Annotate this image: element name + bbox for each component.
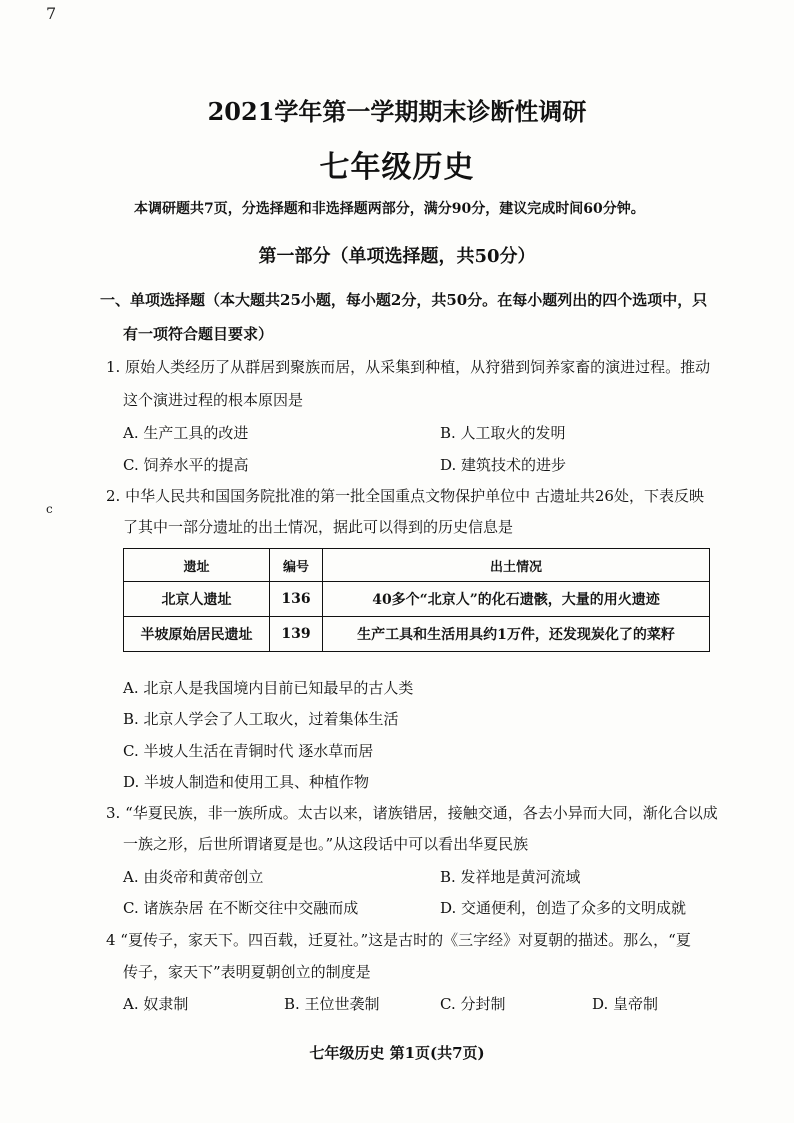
q3-stem-line2: 一族之形，后世所谓诸夏是也。”从这段话中可以看出华夏民族	[123, 835, 529, 853]
table-header-cell: 出土情况	[323, 549, 710, 582]
q4-option-c: C. 分封制	[440, 995, 506, 1013]
q2-option-c: C. 半坡人生活在青铜时代 逐水草而居	[123, 742, 374, 760]
q3-option-d: D. 交通便利，创造了众多的文明成就	[440, 899, 687, 917]
table-row	[124, 617, 710, 652]
q4-option-d: D. 皇帝制	[592, 995, 659, 1013]
table-cell: 半坡原始居民遗址	[124, 617, 270, 652]
q4-stem-line2: 传子，家天下”表明夏朝创立的制度是	[123, 963, 371, 981]
table-header-cell: 遗址	[124, 549, 270, 582]
q1-stem-line1: 1. 原始人类经历了从群居到聚族而居，从采集到种植，从狩猎到饲养家畜的演进过程。推动	[106, 358, 711, 376]
relic-table	[123, 548, 710, 652]
table-row	[124, 582, 710, 617]
section-heading-line1: 一、单项选择题（本大题共25小题，每小题2分，共50分。在每小题列出的四个选项中，只	[100, 291, 708, 309]
table-cell: 北京人遗址	[124, 582, 270, 617]
q2-option-a: A. 北京人是我国境内目前已知最早的古人类	[123, 679, 414, 697]
q1-option-b: B. 人工取火的发明	[440, 424, 566, 442]
q2-option-b: B. 北京人学会了人工取火，过着集体生活	[123, 710, 399, 728]
q2-stem-line1: 2. 中华人民共和国国务院批准的第一批全国重点文物保护单位中 古遗址共26处，下表反映	[106, 487, 704, 505]
q2-option-d: D. 半坡人制造和使用工具、种植作物	[123, 773, 370, 791]
q3-option-b: B. 发祥地是黄河流域	[440, 868, 581, 886]
exam-instructions: 本调研题共7页，分选择题和非选择题两部分，满分90分，建议完成时间60分钟。	[134, 201, 645, 217]
margin-mark: c	[46, 502, 53, 516]
section-heading-line2: 有一项符合题目要求）	[123, 325, 274, 343]
q3-option-c: C. 诸族杂居 在不断交往中交融而成	[123, 899, 359, 917]
corner-mark: 7	[46, 4, 57, 23]
q1-stem-line2: 这个演进过程的根本原因是	[123, 391, 304, 409]
exam-subject: 七年级历史	[319, 150, 475, 185]
table-header-row	[124, 549, 710, 582]
table-cell: 40多个“北京人”的化石遗骸，大量的用火遗迹	[323, 582, 710, 617]
q3-stem-line1: 3. “华夏民族，非一族所成。太古以来，诸族错居，接触交通，各去小异而大同，渐化合以成	[106, 804, 718, 822]
q4-stem-line1: 4 “夏传子，家天下。四百载，迁夏社。”这是古时的《三字经》对夏朝的描述。那么，“夏	[106, 931, 691, 949]
exam-title: 2021学年第一学期期末诊断性调研	[207, 97, 587, 126]
q1-option-d: D. 建筑技术的进步	[440, 456, 567, 474]
q1-option-c: C. 饲养水平的提高	[123, 456, 249, 474]
table-cell: 136	[270, 582, 323, 617]
q2-stem-line2: 了其中一部分遗址的出土情况，据此可以得到的历史信息是	[123, 518, 514, 536]
q4-option-a: A. 奴隶制	[123, 995, 189, 1013]
part-title: 第一部分（单项选择题，共50分）	[258, 246, 536, 267]
q4-option-b: B. 王位世袭制	[284, 995, 380, 1013]
page-footer: 七年级历史 第1页(共7页)	[309, 1044, 485, 1062]
table-cell: 139	[270, 617, 323, 652]
q1-option-a: A. 生产工具的改进	[123, 424, 249, 442]
q3-option-a: A. 由炎帝和黄帝创立	[123, 868, 264, 886]
table-header-cell: 编号	[270, 549, 323, 582]
table-cell: 生产工具和生活用具约1万件，还发现炭化了的菜籽	[323, 617, 710, 652]
